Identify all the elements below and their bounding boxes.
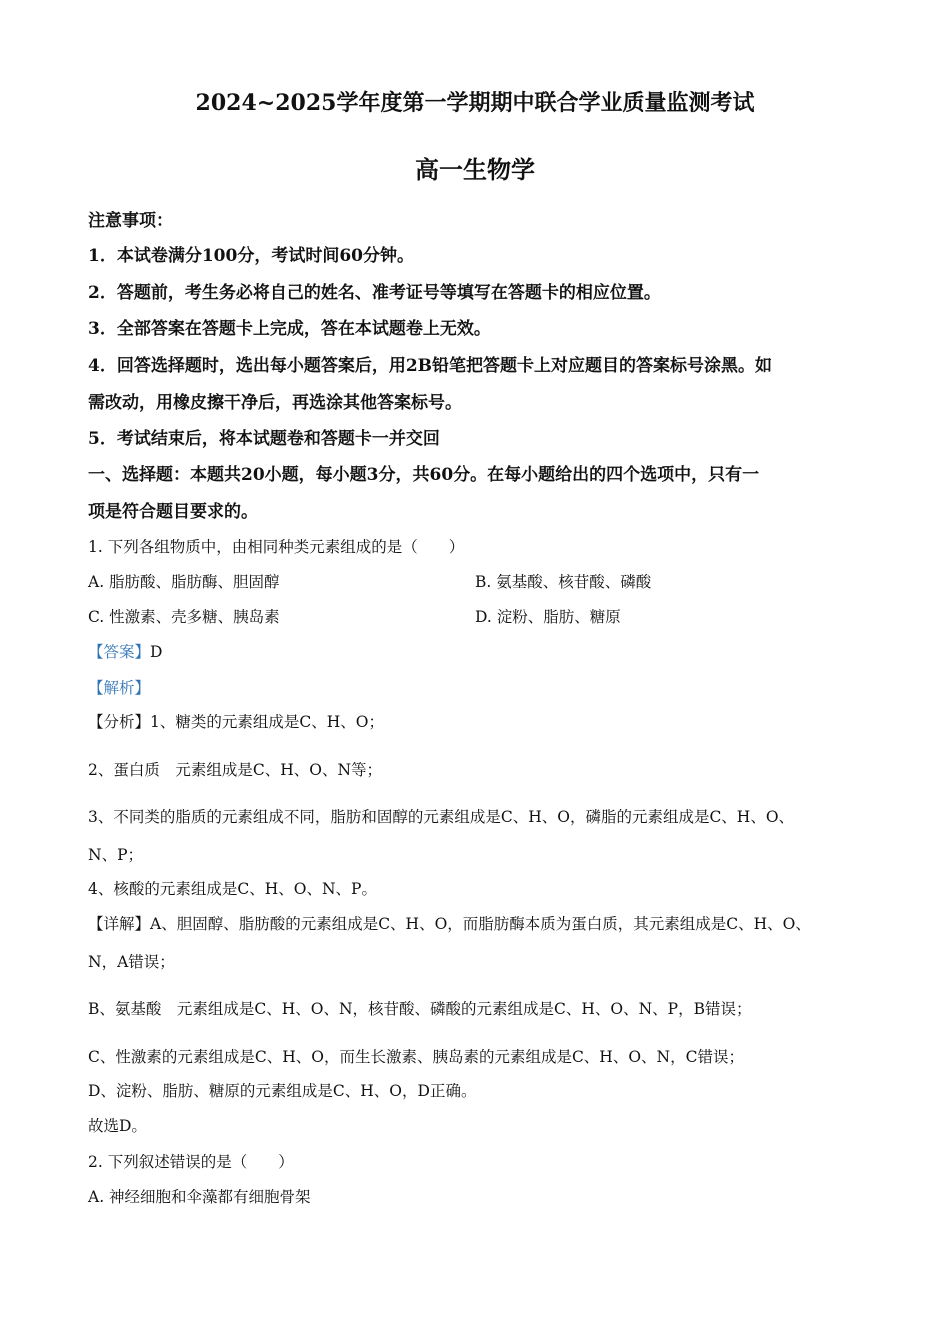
- analysis-line: 【分析】1、糖类的元素组成是C、H、O；: [88, 713, 384, 731]
- note-item: 5．考试结束后，将本试题卷和答题卡一并交回: [88, 429, 440, 449]
- analysis-label: 【解析】: [88, 679, 151, 697]
- note-item: 4．回答选择题时，选出每小题答案后，用2B铅笔把答题卡上对应题目的答案标号涂黑。如: [88, 356, 773, 376]
- analysis-line: D、淀粉、脂肪、糖原的元素组成是C、H、O，D正确。: [88, 1082, 477, 1100]
- q1-option-c: C. 性激素、壳多糖、胰岛素: [88, 608, 280, 626]
- section-heading: 一、选择题：本题共20小题，每小题3分，共60分。在每小题给出的四个选项中，只有一: [88, 465, 760, 485]
- q1-option-a: A. 脂肪酸、脂肪酶、胆固醇: [88, 573, 280, 591]
- q1-option-d: D. 淀粉、脂肪、糖原: [475, 608, 621, 626]
- subject-title: 高一生物学: [415, 155, 535, 184]
- analysis-line: 2、蛋白质 元素组成是C、H、O、N等；: [88, 761, 383, 779]
- note-item: 2．答题前，考生务必将自己的姓名、准考证号等填写在答题卡的相应位置。: [88, 283, 661, 303]
- note-item: 1．本试卷满分100分，考试时间60分钟。: [88, 246, 414, 266]
- question-2-stem: 2. 下列叙述错误的是（ ）: [88, 1153, 294, 1171]
- answer-value: D: [150, 643, 163, 661]
- question-1-stem: 1. 下列各组物质中，由相同种类元素组成的是（ ）: [88, 538, 465, 556]
- analysis-line: 4、核酸的元素组成是C、H、O、N、P。: [88, 880, 377, 898]
- note-item: 3．全部答案在答题卡上完成，答在本试题卷上无效。: [88, 319, 491, 339]
- section-heading-cont: 项是符合题目要求的。: [88, 502, 258, 522]
- note-item: 需改动，用橡皮擦干净后，再选涂其他答案标号。: [88, 393, 462, 413]
- notes-heading: 注意事项：: [88, 211, 173, 231]
- analysis-line: 故选D。: [88, 1117, 147, 1135]
- analysis-line: C、性激素的元素组成是C、H、O，而生长激素、胰岛素的元素组成是C、H、O、N，C错误；: [88, 1048, 744, 1066]
- analysis-line: N，A错误；: [88, 953, 175, 971]
- q1-answer: [88, 640, 162, 662]
- q1-option-b: B. 氨基酸、核苷酸、磷酸: [475, 573, 652, 591]
- analysis-line: 3、不同类的脂质的元素组成不同，脂肪和固醇的元素组成是C、H、O，磷脂的元素组成是C、H、O、: [88, 808, 795, 826]
- analysis-line: B、氨基酸 元素组成是C、H、O、N，核苷酸、磷酸的元素组成是C、H、O、N、P，B错误；: [88, 1000, 752, 1018]
- exam-title: 2024~2025学年度第一学期期中联合学业质量监测考试: [195, 90, 755, 116]
- q2-option-a: A. 神经细胞和伞藻都有细胞骨架: [88, 1188, 311, 1206]
- analysis-line: N、P；: [88, 846, 143, 864]
- answer-label: 【答案】: [88, 643, 151, 661]
- analysis-line: 【详解】A、胆固醇、脂肪酸的元素组成是C、H、O，而脂肪酶本质为蛋白质，其元素组成是C、H、O、: [88, 915, 811, 933]
